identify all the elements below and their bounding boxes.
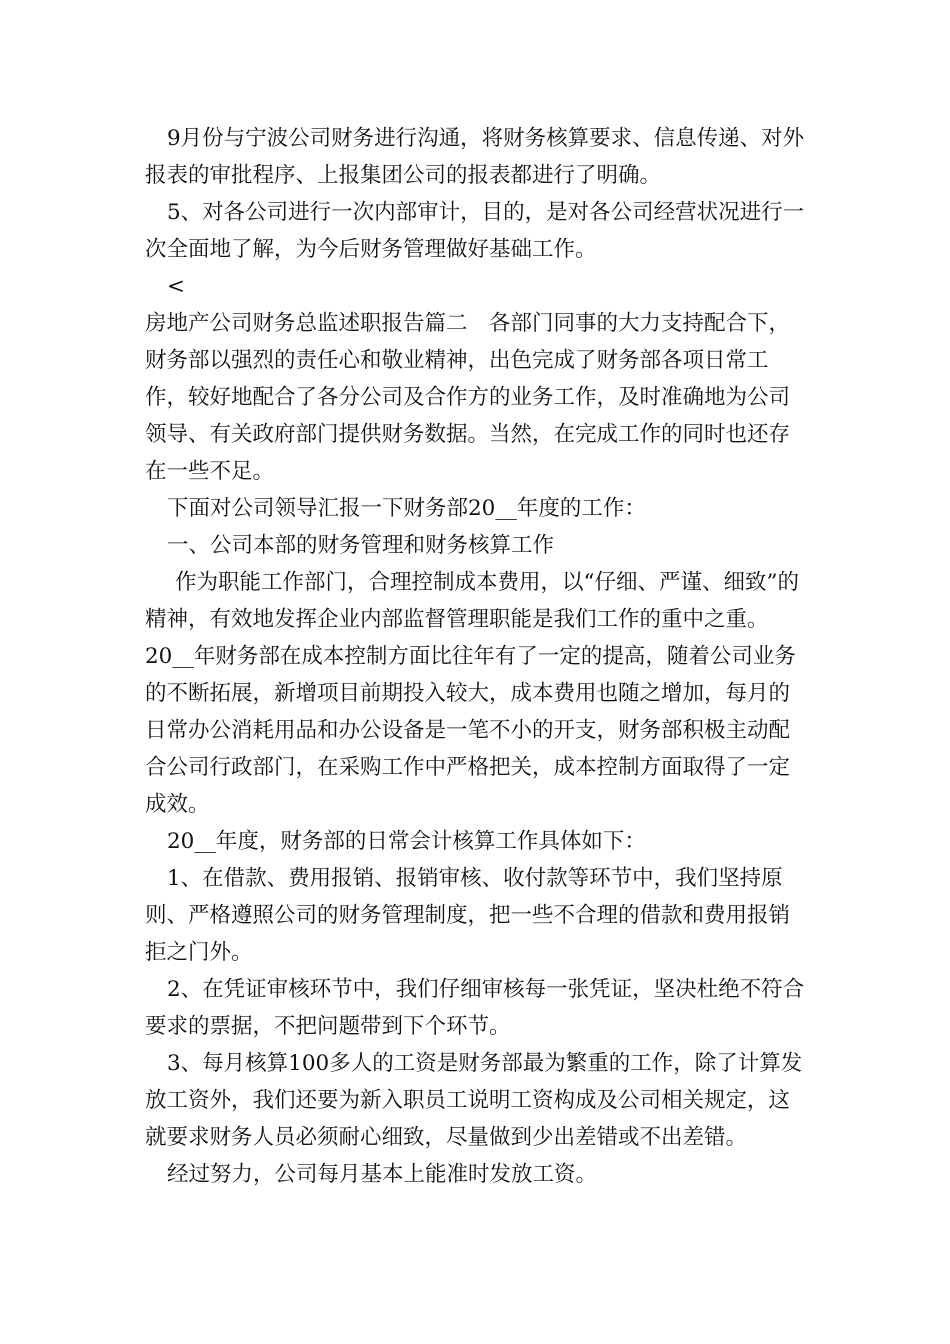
paragraph-item-3: 3、每月核算100多人的工资是财务部最为繁重的工作，除了计算发放工资外，我们还要为新入职员工说明工资构成及公司相关规定，这就要求财务人员必须耐心细致，尽量做到少出差错或不出差错。 <box>145 1051 803 1150</box>
document-body <box>145 120 810 1193</box>
paragraph-item-2: 2、在凭证审核环节中，我们仔细审核每一张凭证，坚决杜绝不符合要求的票据，不把问题带到下个环节。 <box>145 977 805 1039</box>
paragraph-internal-audit: 5、对各公司进行一次内部审计，目的，是对各公司经营状况进行一次全面地了解，为今后财务管理做好基础工作。 <box>145 200 805 262</box>
paragraph-annual-report-intro: 下面对公司领导汇报一下财务部20__年度的工作： <box>167 496 646 521</box>
paragraph-symbol: < <box>167 274 186 299</box>
paragraph-payroll-result: 经过努力，公司每月基本上能准时发放工资。 <box>167 1162 598 1187</box>
paragraph-item-1: 1、在借款、费用报销、报销审核、收付款等环节中，我们坚持原则、严格遵照公司的财务管理制度，把一些不合理的借款和费用报销拒之门外。 <box>145 866 791 965</box>
section-heading-finance-management: 一、公司本部的财务管理和财务核算工作 <box>167 533 555 558</box>
paragraph-daily-accounting-intro: 20__年度，财务部的日常会计核算工作具体如下： <box>167 829 646 854</box>
paragraph-ningbo-communication: 9月份与宁波公司财务进行沟通，将财务核算要求、信息传递、对外报表的审批程序、上报集团公司的报表都进行了明确。 <box>145 126 805 188</box>
paragraph-cost-control: 作为职能工作部门，合理控制成本费用，以“仔细、严谨、细致”的精神，有效地发挥企业内部监督管理职能是我们工作的重中之重。20__年财务部在成本控制方面比往年有了一定的提高，随着公司业务的不断拓展，新增项目前期投入较大，成本费用也随之增加，每月的日常办公消耗用品和办公设备是一笔不小的开支，财务部积极主动配合公司行政部门，在采购工作中严格把关，成本控制方面取得了一定成效。 <box>145 570 799 817</box>
paragraph-report-part-two: 房地产公司财务总监述职报告篇二 各部门同事的大力支持配合下，财务部以强烈的责任心和敬业精神，出色完成了财务部各项日常工作，较好地配合了各分公司及合作方的业务工作，及时准确地为公司领导、有关政府部门提供财务数据。当然，在完成工作的同时也还存在一些不足。 <box>145 311 791 484</box>
